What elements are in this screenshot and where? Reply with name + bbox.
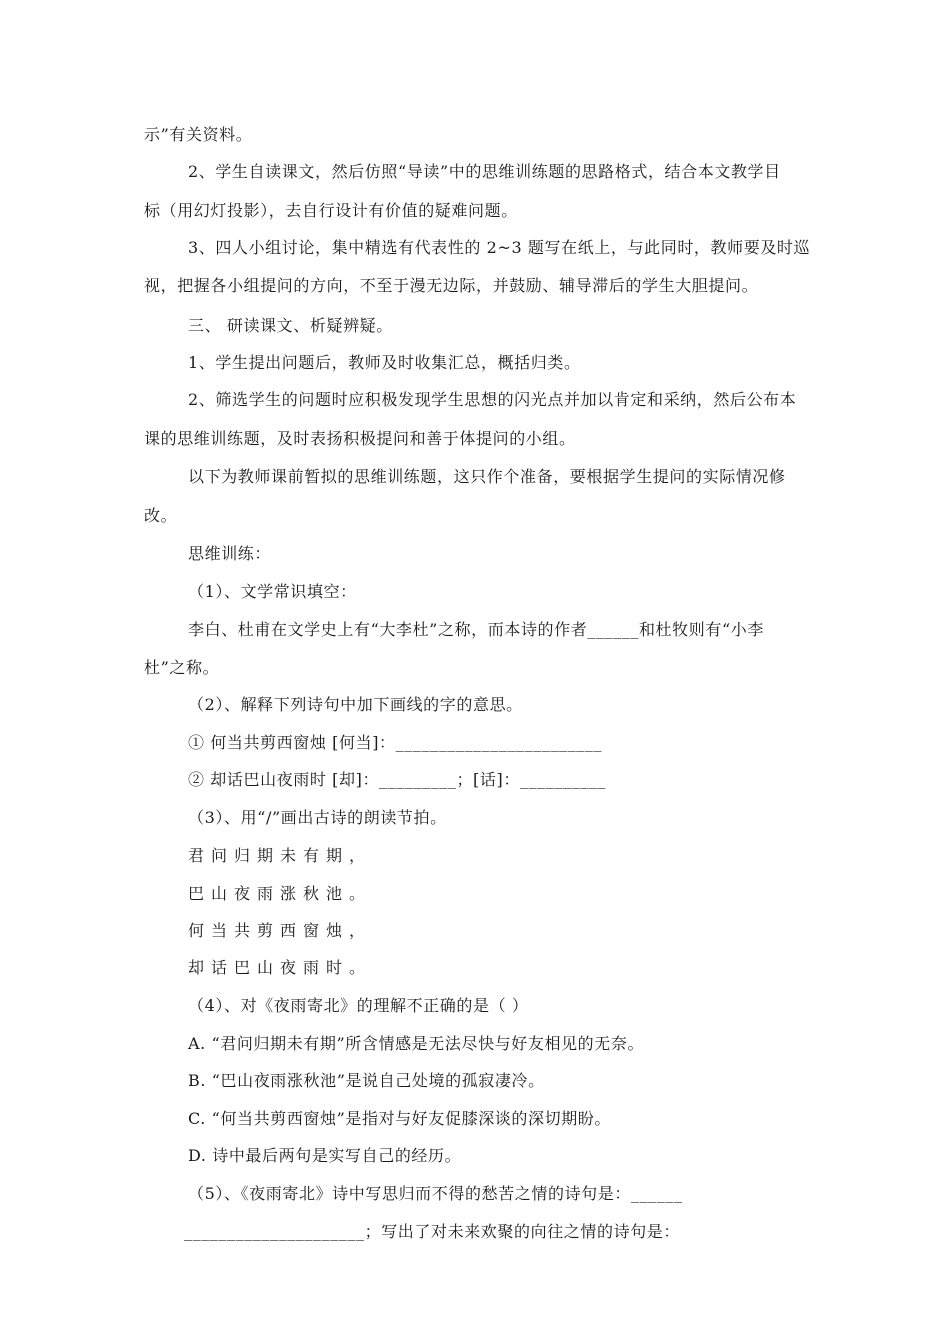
- text-line: 示”有关资料。: [144, 125, 253, 144]
- fill-in-line: ① 何当共剪西窗烛 [何当]：________________________: [188, 733, 603, 752]
- poem-line: 却话巴山夜雨时。: [188, 958, 373, 977]
- text-line: 2、筛选学生的问题时应积极发现学生思想的闪光点并加以肯定和采纳，然后公布本: [188, 390, 797, 409]
- text-line: 改。: [144, 506, 178, 525]
- text-line: 以下为教师课前暂拟的思维训练题，这只作个准备，要根据学生提问的实际情况修: [188, 467, 786, 486]
- text-line: 视，把握各小组提问的方向，不至于漫无边际，并鼓励、辅导滞后的学生大胆提问。: [144, 276, 759, 295]
- text-line: 课的思维训练题，及时表扬积极提问和善于体提问的小组。: [144, 429, 576, 448]
- fill-in-line: _____________________；写出了对未来欢聚的向往之情的诗句是：: [184, 1222, 681, 1241]
- option-a: A. “君问归期未有期”所含情感是无法尽快与好友相见的无奈。: [188, 1034, 645, 1053]
- text-line: 李白、杜甫在文学史上有“大李杜”之称，而本诗的作者______和杜牧则有“小李: [188, 620, 764, 639]
- section-heading: 三、 研读课文、析疑辨疑。: [188, 316, 393, 335]
- option-d: D. 诗中最后两句是实写自己的经历。: [188, 1146, 462, 1165]
- option-b: B. “巴山夜雨涨秋池”是说自己处境的孤寂凄冷。: [188, 1071, 545, 1090]
- question-heading: （2）、解释下列诗句中加下画线的字的意思。: [188, 695, 523, 714]
- poem-line: 君问归期未有期，: [188, 846, 373, 865]
- question-heading: （5）、《夜雨寄北》诗中写思归而不得的愁苦之情的诗句是：______: [188, 1184, 683, 1203]
- fill-in-line: ② 却话巴山夜雨时 [却]：_________；[话]：__________: [188, 770, 606, 789]
- question-heading: （1）、文学常识填空：: [188, 582, 357, 601]
- text-line: 3、四人小组讨论，集中精选有代表性的 2~3 题写在纸上，与此同时，教师要及时巡: [188, 238, 811, 257]
- text-line: 标（用幻灯投影），去自行设计有价值的疑难问题。: [144, 201, 518, 220]
- subheading: 思维训练：: [188, 544, 272, 563]
- text-line: 杜”之称。: [144, 658, 220, 677]
- option-c: C. “何当共剪西窗烛”是指对与好友促膝深谈的深切期盼。: [188, 1109, 612, 1128]
- poem-line: 巴山夜雨涨秋池。: [188, 884, 373, 903]
- question-heading: （3）、用“/”画出古诗的朗读节拍。: [188, 808, 447, 827]
- poem-line: 何当共剪西窗烛，: [188, 921, 373, 940]
- question-heading: （4）、对《夜雨寄北》的理解不正确的是（ ）: [188, 996, 529, 1015]
- text-line: 2、学生自读课文，然后仿照“导读”中的思维训练题的思路格式，结合本文教学目: [188, 162, 781, 181]
- text-line: 1、学生提出问题后，教师及时收集汇总，概括归类。: [188, 353, 581, 372]
